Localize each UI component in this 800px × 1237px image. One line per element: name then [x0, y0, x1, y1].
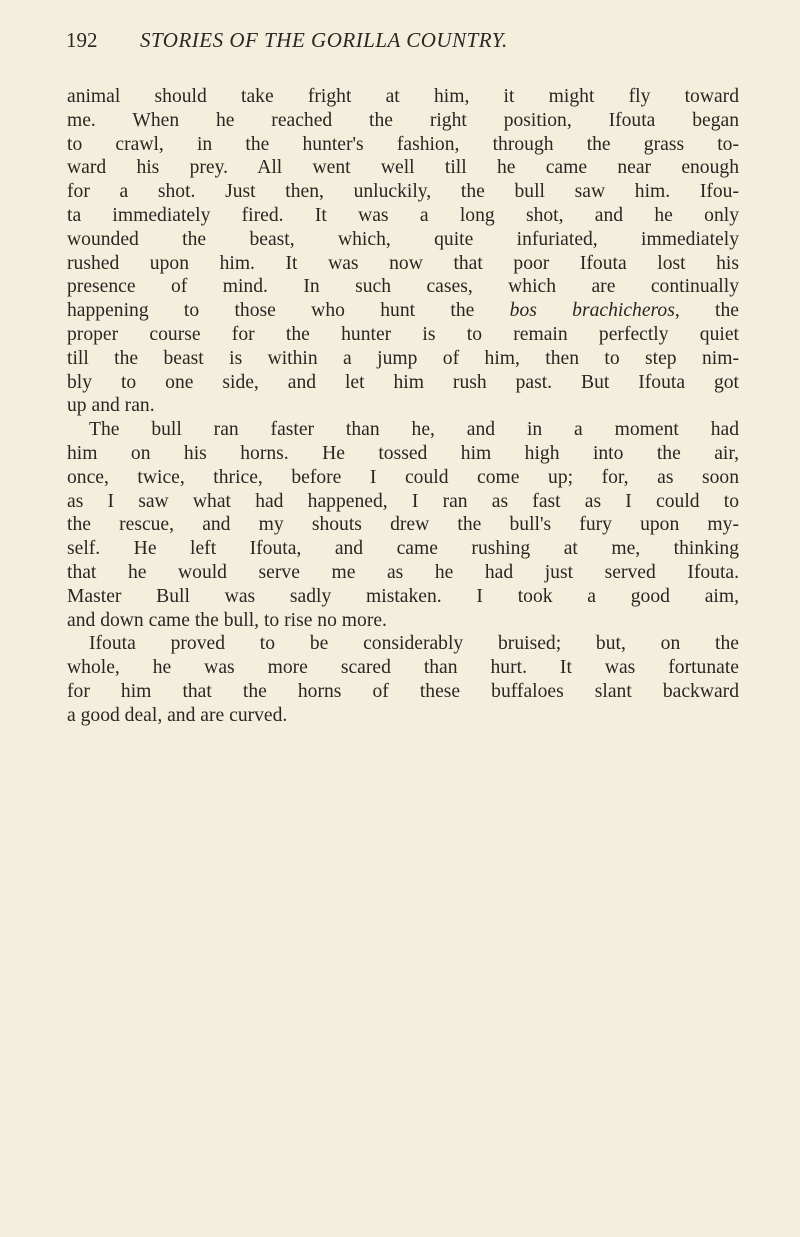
text-line: ta immediately fired. It was a long shot, and he only — [67, 204, 739, 226]
text-line: till the beast is within a jump of him, then to step nim- — [67, 347, 739, 369]
text-line: proper course for the hunter is to remain perfectly quiet — [67, 323, 739, 345]
text-line: the rescue, and my shouts drew the bull's fury upon my- — [67, 514, 739, 536]
text-line: him on his horns. He tossed him high into the air, — [67, 442, 739, 464]
italic-species-name: bos brachicheros — [509, 300, 675, 322]
text-line: self. He left Ifouta, and came rushing at me, thinking — [67, 538, 739, 560]
text-segment: , the — [674, 300, 739, 322]
text-line: a good deal, and are curved. — [67, 704, 288, 726]
text-line: to crawl, in the hunter's fashion, through the grass to- — [67, 133, 739, 155]
running-header — [66, 28, 746, 56]
text-segment: happening to those who hunt the — [67, 300, 510, 322]
text-line: The bull ran faster than he, and in a moment had — [89, 419, 739, 441]
text-line: me. When he reached the right position, Ifouta began — [67, 109, 739, 131]
body-text — [67, 85, 739, 728]
text-line: up and ran. — [67, 395, 155, 417]
text-line: wounded the beast, which, quite infuriated, immediately — [67, 228, 739, 250]
text-line: for a shot. Just then, unluckily, the bull saw him. Ifou- — [67, 181, 739, 203]
text-line: whole, he was more scared than hurt. It was fortunate — [67, 657, 739, 679]
text-line: presence of mind. In such cases, which are continually — [67, 276, 739, 298]
running-title: STORIES OF THE GORILLA COUNTRY. — [140, 28, 508, 52]
text-line: as I saw what had happened, I ran as fast as I could to — [67, 490, 739, 512]
text-line: bly to one side, and let him rush past. But Ifouta got — [67, 371, 739, 393]
text-line: Master Bull was sadly mistaken. I took a good aim, — [67, 585, 739, 607]
text-line: once, twice, thrice, before I could come up; for, as soon — [67, 466, 739, 488]
text-line: ward his prey. All went well till he came near enough — [67, 157, 739, 179]
text-line — [67, 299, 739, 323]
text-line: for him that the horns of these buffaloes slant backward — [67, 680, 739, 702]
text-line: Ifouta proved to be considerably bruised; but, on the — [89, 633, 739, 655]
page-number: 192 — [66, 28, 98, 52]
text-line: rushed upon him. It was now that poor Ifouta lost his — [67, 252, 739, 274]
text-line: that he would serve me as he had just served Ifouta. — [67, 561, 739, 583]
text-line: animal should take fright at him, it might fly toward — [67, 86, 739, 107]
text-line: and down came the bull, to rise no more. — [67, 609, 387, 631]
